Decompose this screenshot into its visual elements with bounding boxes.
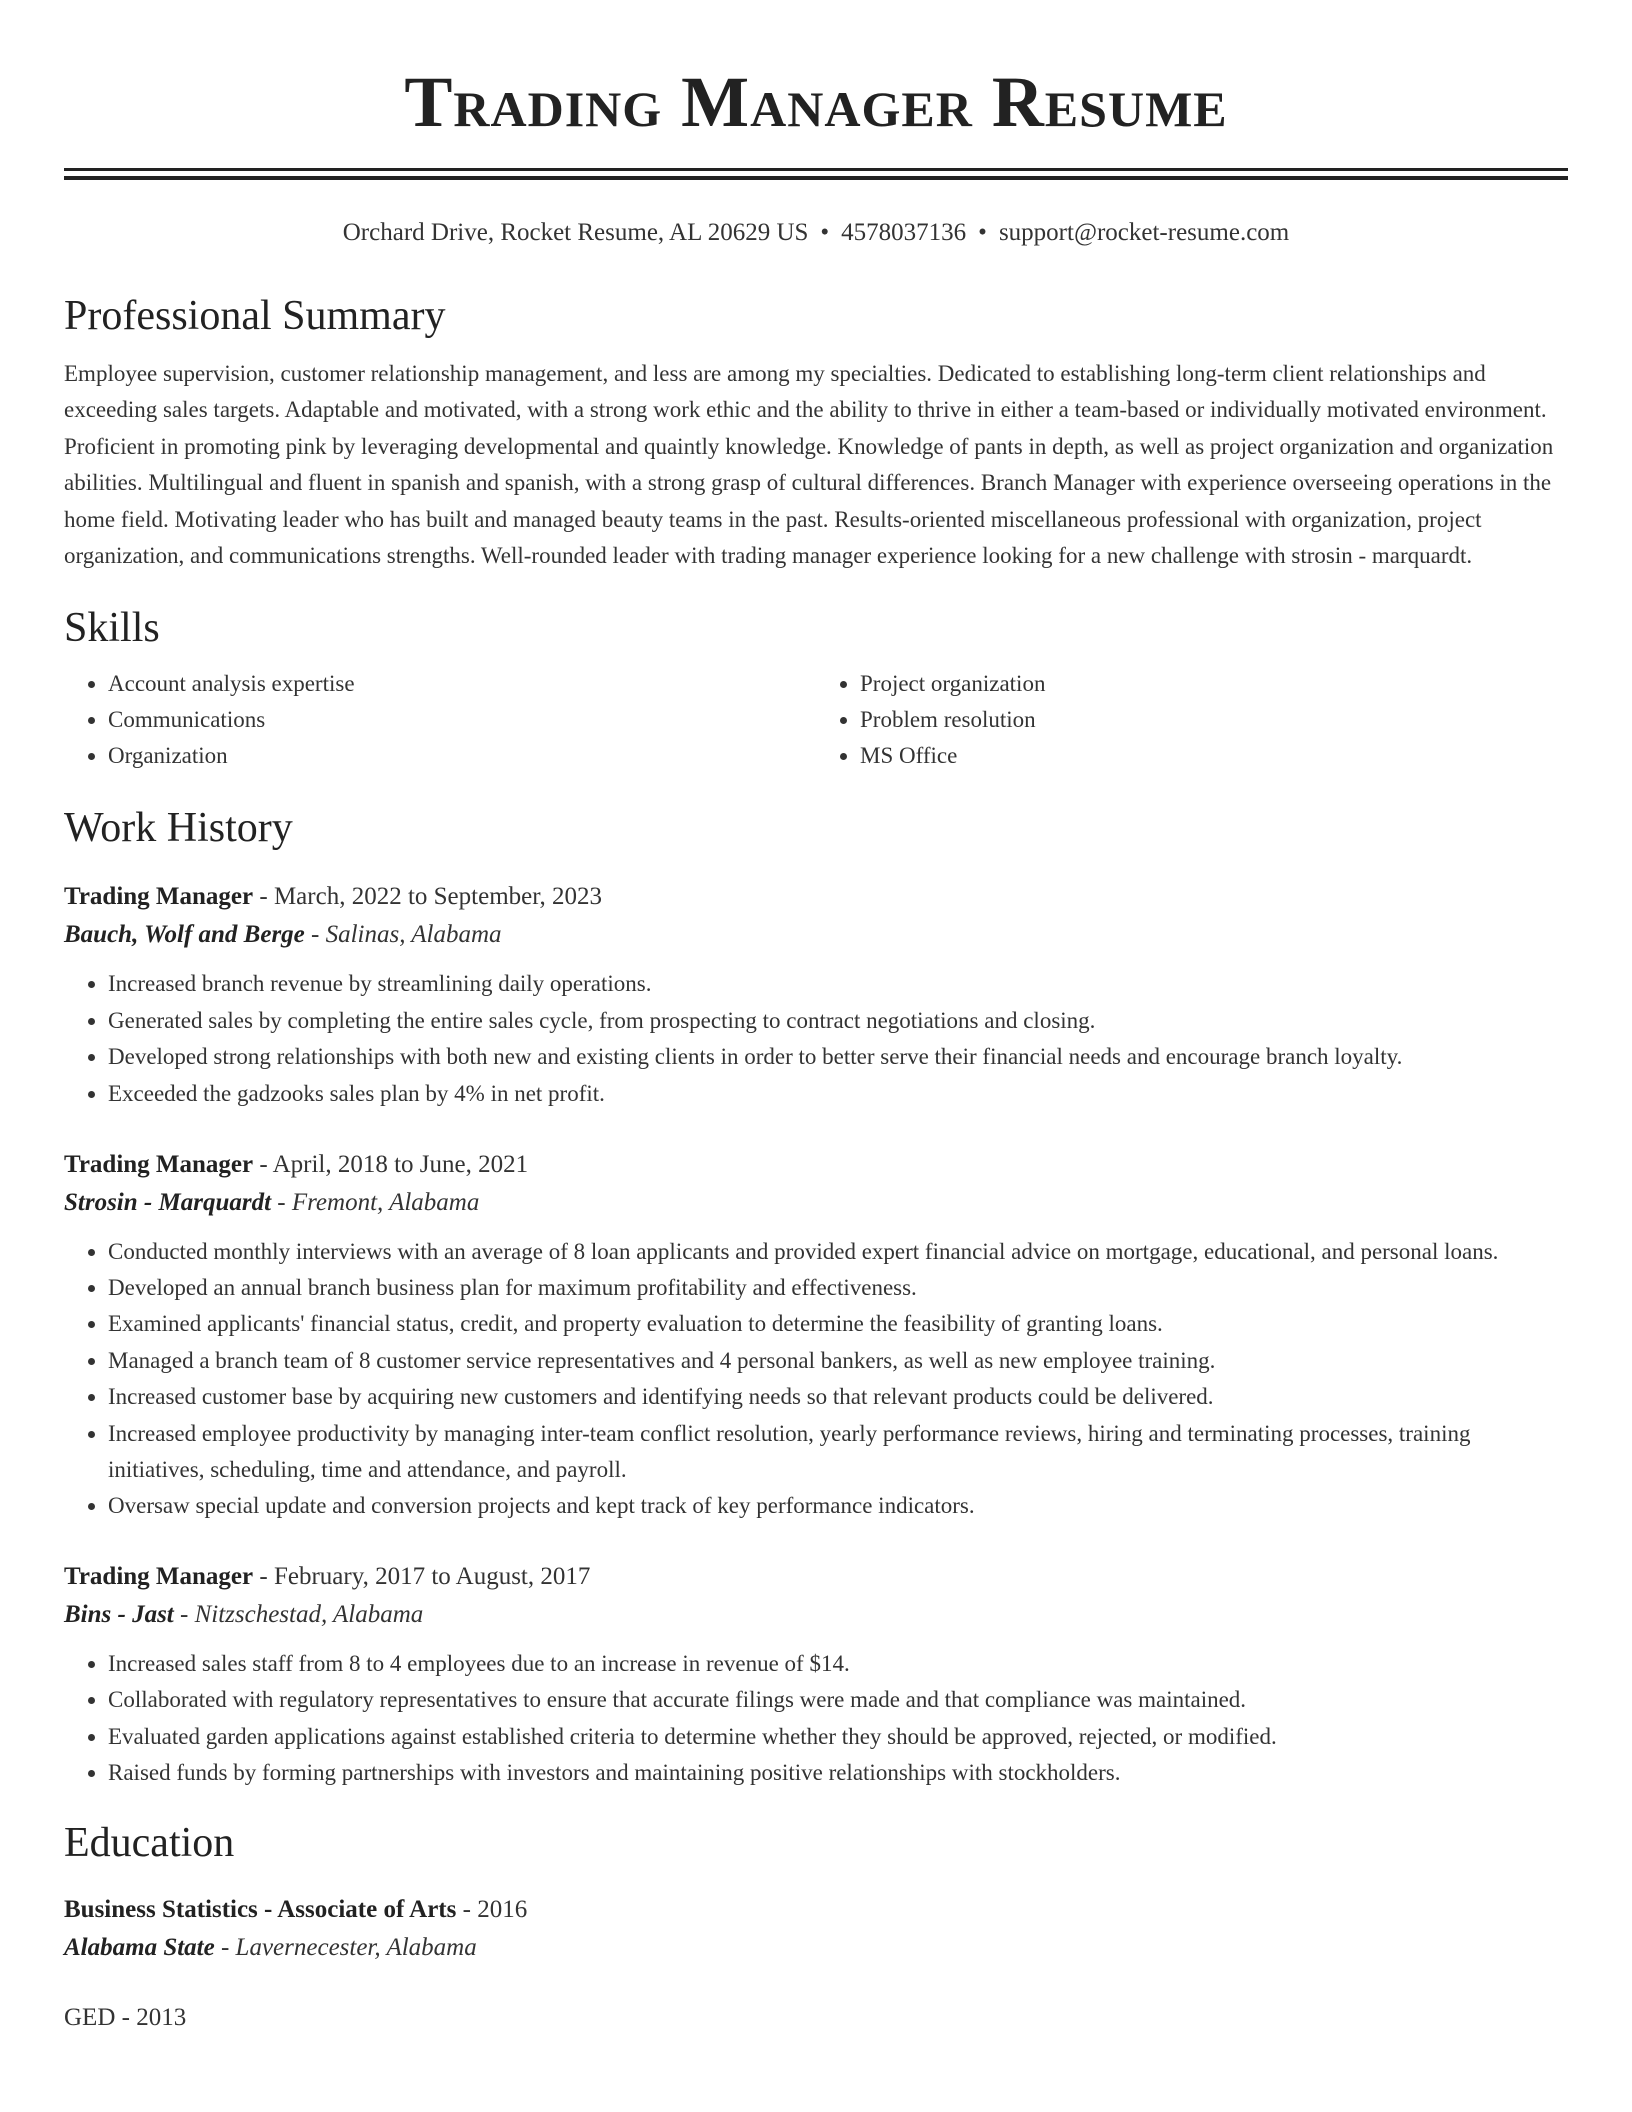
section-heading: Professional Summary bbox=[64, 293, 446, 339]
education-section bbox=[64, 1817, 1568, 2037]
contact-email[interactable]: support@rocket-resume.com bbox=[998, 219, 1290, 246]
skill-item: • Account analysis expertise bbox=[108, 666, 816, 702]
job-dates: April, 2018 to June, 2021 bbox=[272, 1150, 529, 1178]
education-degree: Business Statistics - Associate of Arts bbox=[64, 1896, 457, 1924]
contact-line bbox=[64, 216, 1568, 250]
job-bullet: • Evaluated garden applications against established criteria to determine whether they should be approved, rejected, or modified. bbox=[108, 1719, 1568, 1755]
job-location: Nitzschestad, Alabama bbox=[194, 1600, 424, 1628]
work-history-section bbox=[64, 802, 1568, 1791]
section-heading: Education bbox=[64, 1820, 235, 1867]
job-bullets bbox=[64, 1234, 1568, 1524]
contact-separator: • bbox=[820, 219, 830, 246]
education-year: 2016 bbox=[477, 1896, 528, 1924]
job-title-line: Trading Manager - March, 2022 to September, 2023 bbox=[64, 883, 603, 911]
job-title: Trading Manager bbox=[64, 1562, 254, 1590]
job-dates: March, 2022 to September, 2023 bbox=[273, 883, 603, 911]
job-dates: February, 2017 to August, 2017 bbox=[273, 1562, 591, 1590]
job-company: Bins - Jast bbox=[64, 1600, 174, 1628]
title-divider bbox=[64, 168, 1568, 180]
job-location: Fremont, Alabama bbox=[291, 1188, 480, 1216]
skill-item: • Organization bbox=[108, 738, 816, 774]
job-company-line: Bins - Jast - Nitzschestad, Alabama bbox=[64, 1600, 424, 1628]
job-entry bbox=[64, 1558, 1568, 1791]
education-school: Alabama State bbox=[64, 1934, 215, 1962]
job-bullet: • Raised funds by forming partnerships with investors and maintaining positive relationships with stockholders. bbox=[108, 1755, 1568, 1791]
page-title: Trading Manager Resume bbox=[404, 62, 1228, 142]
contact-separator: • bbox=[978, 219, 987, 246]
education-school-line: Alabama State - Lavernecester, Alabama bbox=[64, 1934, 477, 1962]
job-bullet: • Oversaw special update and conversion projects and kept track of key performance indicators. bbox=[108, 1488, 1568, 1524]
job-bullet: • Conducted monthly interviews with an average of 8 loan applicants and provided expert financial advice on mortgage, educational, and personal loans. bbox=[108, 1234, 1568, 1270]
education-year: 2013 bbox=[136, 2004, 187, 2032]
job-entry bbox=[64, 878, 1568, 1111]
job-bullet: • Developed strong relationships with both new and existing clients in order to better serve their financial needs and encourage branch loyalty. bbox=[108, 1039, 1568, 1075]
job-title-line: Trading Manager - April, 2018 to June, 2021 bbox=[64, 1150, 529, 1178]
contact-address: Orchard Drive, Rocket Resume, AL 20629 US bbox=[342, 219, 809, 246]
skill-item: • Problem resolution bbox=[860, 702, 1568, 738]
job-bullet: • Increased employee productivity by managing inter-team conflict resolution, yearly performance reviews, hiring and terminating processes, training initiatives, scheduling, time and attendance, and payroll. bbox=[108, 1416, 1568, 1488]
job-bullet: • Increased sales staff from 8 to 4 employees due to an increase in revenue of $14. bbox=[108, 1646, 1568, 1682]
job-bullet: • Developed an annual branch business plan for maximum profitability and effectiveness. bbox=[108, 1270, 1568, 1306]
job-bullet: • Increased customer base by acquiring new customers and identifying needs so that relevant products could be delivered. bbox=[108, 1379, 1568, 1415]
job-company-line: Strosin - Marquardt - Fremont, Alabama bbox=[64, 1188, 480, 1216]
education-degree-line: GED - 2013 bbox=[64, 2004, 187, 2032]
section-heading: Skills bbox=[64, 605, 160, 652]
education-entry bbox=[64, 1891, 1568, 1967]
education-degree-line: Business Statistics - Associate of Arts - 2016 bbox=[64, 1896, 528, 1924]
job-bullet: • Increased branch revenue by streamlining daily operations. bbox=[108, 966, 1568, 1002]
job-bullet: • Collaborated with regulatory representatives to ensure that accurate filings were made and that compliance was maintained. bbox=[108, 1682, 1568, 1718]
job-bullets bbox=[64, 1646, 1568, 1791]
skills-column-right bbox=[816, 666, 1568, 774]
skill-item: • Project organization bbox=[860, 666, 1568, 702]
education-location: Lavernecester, Alabama bbox=[235, 1934, 477, 1962]
professional-summary-section bbox=[64, 290, 1568, 574]
job-title: Trading Manager bbox=[64, 1150, 254, 1178]
job-location: Salinas, Alabama bbox=[325, 921, 502, 949]
job-bullet: • Generated sales by completing the entire sales cycle, from prospecting to contract negotiations and closing. bbox=[108, 1003, 1568, 1039]
job-company-line: Bauch, Wolf and Berge - Salinas, Alabama bbox=[64, 921, 502, 949]
job-title-line: Trading Manager - February, 2017 to August, 2017 bbox=[64, 1562, 591, 1590]
contact-phone[interactable]: 4578037136 bbox=[841, 219, 967, 246]
skill-item: • MS Office bbox=[860, 738, 1568, 774]
job-bullets bbox=[64, 966, 1568, 1111]
skills-section bbox=[64, 602, 1568, 774]
skill-item: • Communications bbox=[108, 702, 816, 738]
job-title: Trading Manager bbox=[64, 883, 254, 911]
job-company: Bauch, Wolf and Berge bbox=[64, 921, 305, 949]
job-bullet: • Exceeded the gadzooks sales plan by 4% in net profit. bbox=[108, 1076, 1568, 1112]
job-entry bbox=[64, 1146, 1568, 1524]
job-bullet: • Examined applicants' financial status, credit, and property evaluation to determine the feasibility of granting loans. bbox=[108, 1306, 1568, 1342]
section-heading: Work History bbox=[64, 805, 293, 852]
education-entry bbox=[64, 1999, 1568, 2037]
skills-column-left bbox=[64, 666, 816, 774]
skills-list bbox=[64, 666, 1568, 774]
education-degree: GED bbox=[64, 2004, 116, 2032]
job-bullet: • Managed a branch team of 8 customer service representatives and 4 personal bankers, as well as new employee training. bbox=[108, 1343, 1568, 1379]
job-company: Strosin - Marquardt bbox=[64, 1188, 272, 1216]
summary-text: Employee supervision, customer relationship management, and less are among my specialties. Dedicated to establishing long-term client relationships and exceeding sales targets. Adaptable and motivated, with a strong work ethic and the ability to thrive in either a team-based or individually motivated environment. Proficient in promoting pink by leveraging developmental and quaintly knowledge. Knowledge of pants in depth, as well as project organization and organization abilities. Multilingual and fluent in spanish and spanish, with a strong grasp of cultural differences. Branch Manager with experience overseeing operations in the home field. Motivating leader who has built and managed beauty teams in the past. Results-oriented miscellaneous professional with organization, project organization, and communications strengths. Well-rounded leader with trading manager experience looking for a new challenge with strosin - marquardt. bbox=[64, 361, 1554, 569]
